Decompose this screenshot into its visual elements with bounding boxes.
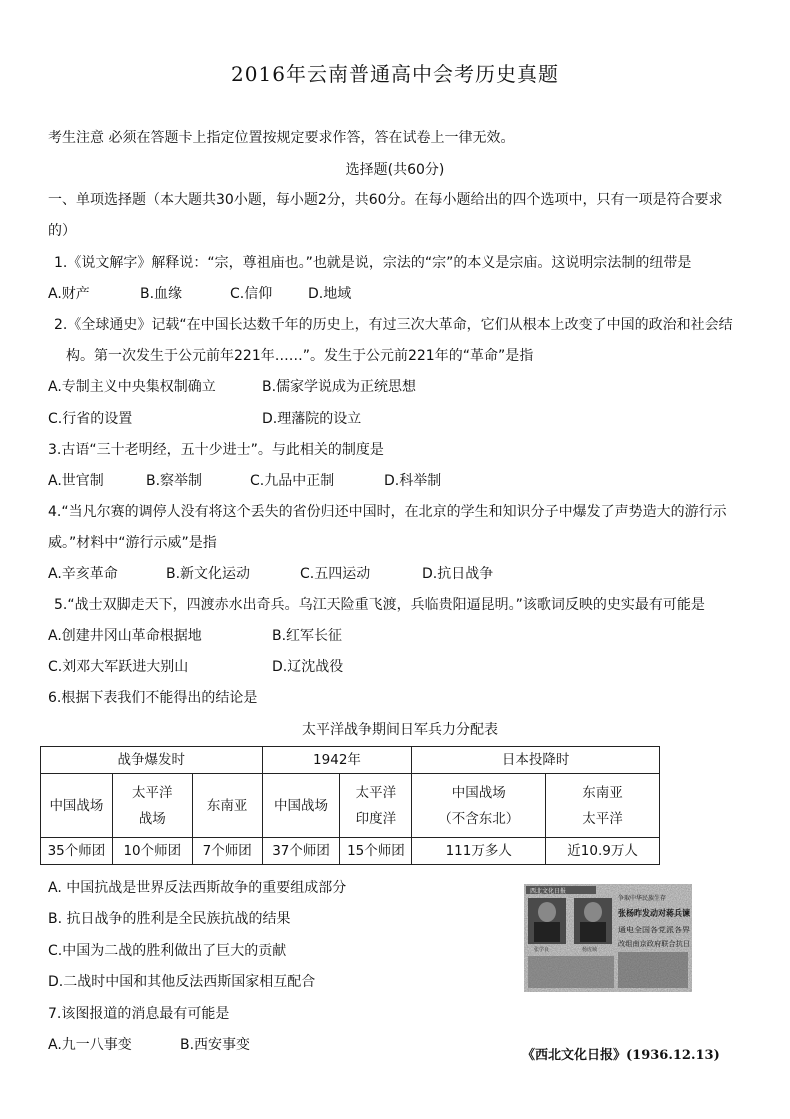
question-4-stem-line-1: 4.“当凡尔赛的调停人没有将这个丢失的省份归还中国时，在北京的学生和知识分子中爆发了声势造大的游行示 [48, 504, 727, 520]
q5-option-d: D.辽沈战役 [272, 659, 344, 675]
portrait-head-left [538, 902, 556, 922]
group-header-japan-surrender: 日本投降时 [412, 747, 660, 774]
subheader-text: 太平洋 [355, 784, 397, 801]
newspaper-masthead: 西北文化日报 [530, 888, 567, 895]
headline-line-3: 通电全国各党派各界 [618, 926, 681, 934]
group-header-war-outbreak: 战争爆发时 [41, 747, 263, 774]
group-header-1942: 1942年 [262, 747, 412, 774]
headline-line-4: 改组南京政府联合抗日 [618, 940, 688, 948]
portrait-body-left [534, 922, 560, 942]
q1-option-c: C.信仰 [230, 286, 273, 302]
subheader-cell [262, 774, 340, 838]
q7-option-b: B.西安事变 [180, 1037, 251, 1053]
q5-option-b: B.红军长征 [272, 628, 343, 644]
table-cell: 35个师团 [41, 838, 113, 865]
q3-option-c: C.九品中正制 [250, 473, 335, 489]
q7-option-a: A.九一八事变 [48, 1037, 132, 1053]
headline-line-2: 张杨昨发动对蒋兵谏 [618, 908, 691, 918]
subheader-cell [112, 774, 192, 838]
table-cell: 10个师团 [112, 838, 192, 865]
subheader-cell [192, 774, 262, 838]
newspaper-caption: 《西北文化日报》(1936.12.13) [522, 1048, 720, 1063]
q3-option-d: D.科举制 [384, 473, 442, 489]
part-instruction-line-1: 一、单项选择题（本大题共30小题，每小题2分，共60分。在每小题给出的四个选项中，只有一项是符合要求 [48, 192, 723, 208]
q1-option-b: B.血缘 [140, 286, 183, 302]
subheader-text: 中国战场 [451, 784, 506, 801]
subheader-text: 东南亚 [206, 797, 248, 814]
q2-option-b: B.儒家学说成为正统思想 [262, 379, 417, 395]
troop-distribution-table [40, 746, 660, 865]
subheader-cell [546, 774, 660, 838]
q2-option-c: C.行省的设置 [48, 411, 133, 427]
table-row-values [41, 838, 660, 865]
table-cell: 15个师团 [340, 838, 412, 865]
portrait-head-right [584, 902, 602, 922]
question-4-stem-line-2: 威。”材料中“游行示威”是指 [48, 535, 217, 551]
subheader-text: 印度洋 [355, 810, 397, 827]
newspaper-clipping-image [524, 884, 692, 992]
table-cell: 111万多人 [412, 838, 546, 865]
headline-line-1: 争取中华民族生存 [618, 895, 667, 902]
subheader-text: 中国战场 [49, 797, 104, 814]
q2-option-a: A.专制主义中央集权制确立 [48, 379, 216, 395]
q6-option-c: C.中国为二战的胜利做出了巨大的贡献 [48, 943, 287, 959]
subheader-cell [41, 774, 113, 838]
newspaper-body-text-block [528, 956, 614, 988]
table-header-row-groups [41, 747, 660, 774]
q4-option-b: B.新文化运动 [166, 566, 251, 582]
exam-notice: 考生注意 必须在答题卡上指定位置按规定要求作答，答在试卷上一律无效。 [48, 130, 515, 146]
question-1-stem: 1.《说文解字》解释说：“宗，尊祖庙也。”也就是说，宗法的“宗”的本义是宗庙。这说明宗法制的纽带是 [54, 255, 692, 271]
q2-option-d: D.理藩院的设立 [262, 411, 362, 427]
question-2-stem-line-2: 构。第一次发生于公元前年221年……”。发生于公元前221年的“革命”是指 [66, 348, 534, 364]
portrait-body-right [580, 922, 606, 942]
q3-option-a: A.世官制 [48, 473, 104, 489]
page-title: 2016年云南普通高中会考历史真题 [231, 62, 559, 86]
q4-option-a: A.辛亥革命 [48, 566, 118, 582]
q5-option-c: C.刘邓大军跃进大别山 [48, 659, 189, 675]
photo-caption-right: 杨虎城 [582, 947, 598, 953]
subheader-cell [340, 774, 412, 838]
part-instruction-line-2: 的） [48, 223, 76, 239]
q1-option-d: D.地域 [308, 286, 352, 302]
table-header-row-fronts [41, 774, 660, 838]
question-6-stem: 6.根据下表我们不能得出的结论是 [48, 690, 258, 706]
question-7-stem: 7.该图报道的消息最有可能是 [48, 1006, 230, 1022]
subheader-text: 战场 [138, 810, 166, 827]
table-cell: 7个师团 [192, 838, 262, 865]
q6-option-a: A. 中国抗战是世界反法西斯故争的重要组成部分 [48, 880, 347, 896]
subheader-text: 中国战场 [274, 797, 329, 814]
subheader-text: 太平洋 [582, 810, 623, 827]
q1-option-a: A.财产 [48, 286, 90, 302]
q6-option-d: D.二战时中国和其他反法西斯国家相互配合 [48, 974, 316, 990]
question-3-stem: 3.古语“三十老明经，五十少进士”。与此相关的制度是 [48, 442, 384, 458]
table-cell: 37个师团 [262, 838, 340, 865]
subheader-cell [412, 774, 546, 838]
subheader-text: （不含东北） [438, 810, 520, 827]
q4-option-d: D.抗日战争 [422, 566, 494, 582]
newspaper-column-text-block [618, 952, 688, 988]
q3-option-b: B.察举制 [146, 473, 203, 489]
section-title: 选择题(共60分) [345, 162, 445, 178]
subheader-text: 太平洋 [132, 784, 173, 801]
subheader-text: 东南亚 [582, 784, 623, 801]
table-caption: 太平洋战争期间日军兵力分配表 [302, 722, 498, 738]
q5-option-a: A.创建井冈山革命根据地 [48, 628, 202, 644]
question-5-stem: 5.“战士双脚走天下，四渡赤水出奇兵。乌江天险重飞渡，兵临贵阳逼昆明。”该歌词反映的史实最有可能是 [54, 597, 705, 613]
photo-caption-left: 张学良 [534, 947, 550, 953]
q4-option-c: C.五四运动 [300, 566, 371, 582]
question-2-stem-line-1: 2.《全球通史》记载“在中国长达数千年的历史上，有过三次大革命，它们从根本上改变了中国的政治和社会结 [54, 317, 733, 333]
q6-option-b: B. 抗日战争的胜利是全民族抗战的结果 [48, 911, 291, 927]
table-cell: 近10.9万人 [546, 838, 660, 865]
